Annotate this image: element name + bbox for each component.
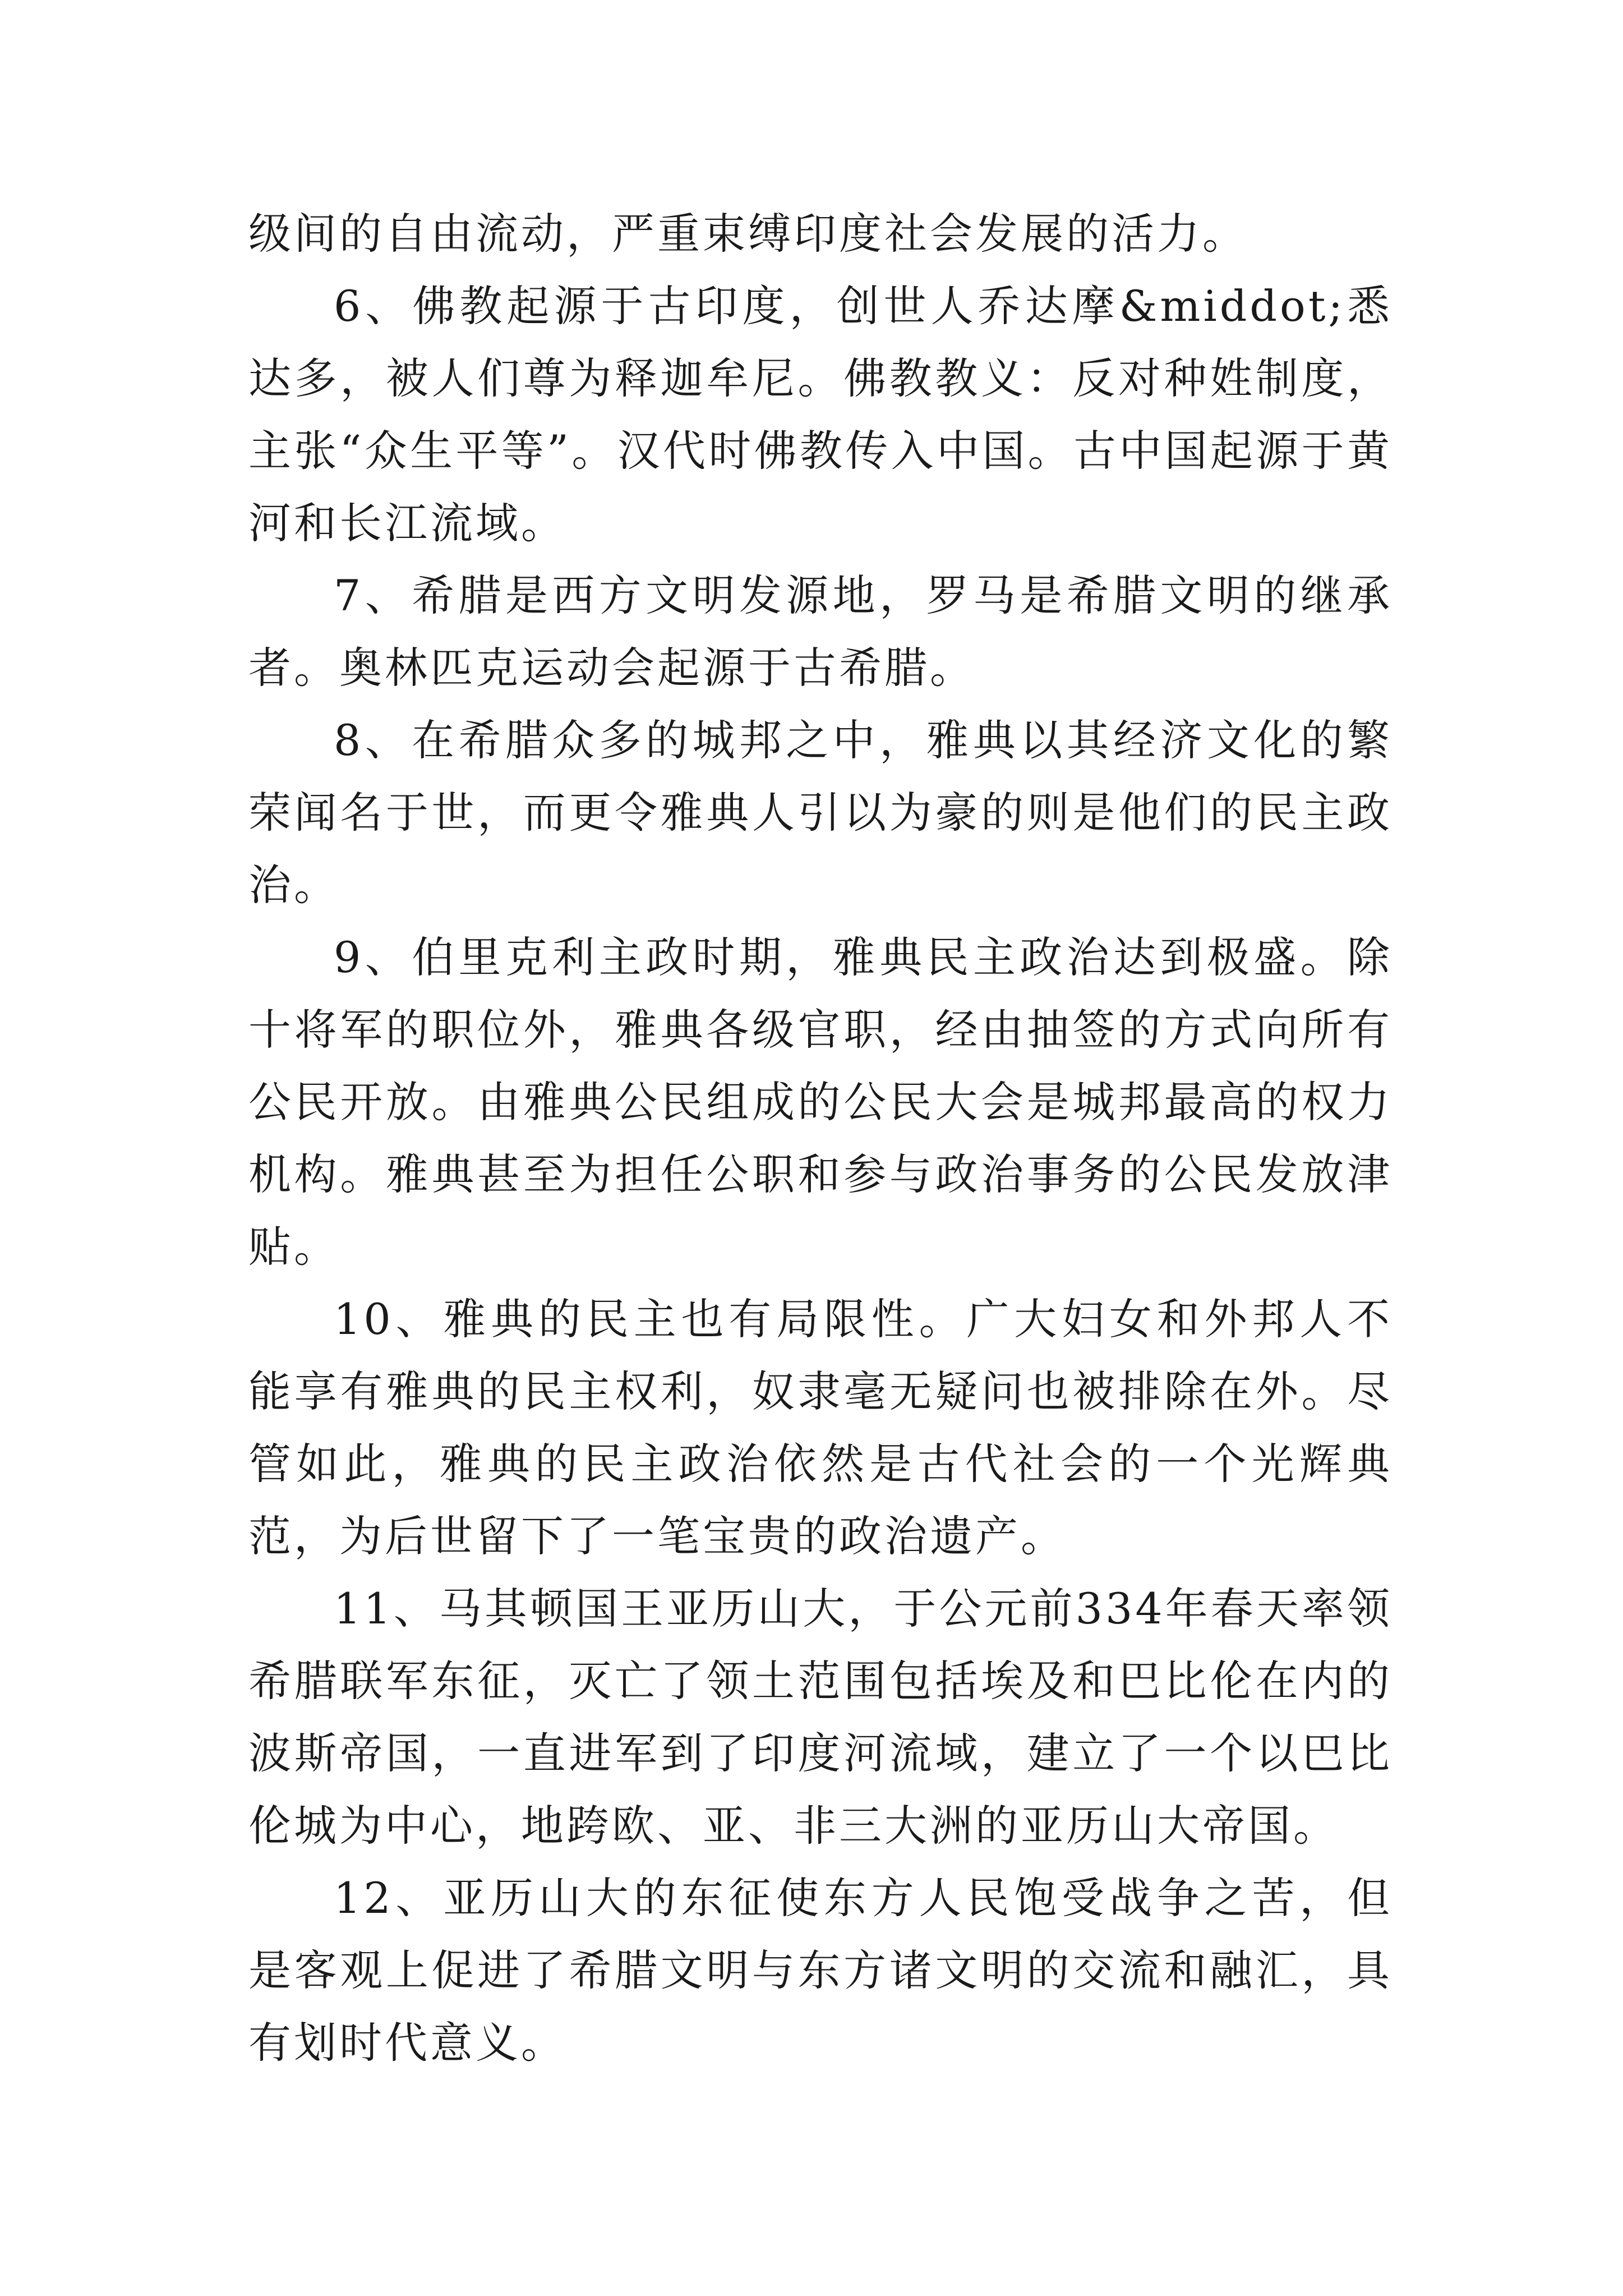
paragraph-12-eastern-expedition: 12、亚历山大的东征使东方人民饱受战争之苦，但是客观上促进了希腊文明与东方诸文明的交流和融汇，具有划时代意义。 — [248, 1873, 1393, 2068]
paragraph-7-greece: 7、希腊是西方文明发源地，罗马是希腊文明的继承者。奥林匹克运动会起源于古希腊。 — [248, 570, 1393, 693]
paragraph-continuation: 级间的自由流动，严重束缚印度社会发展的活力。 — [248, 209, 1248, 259]
paragraph-10-democracy-limits: 10、雅典的民主也有局限性。广大妇女和外邦人不能享有雅典的民主权利，奴隶毫无疑问也被排除在外。尽管如此，雅典的民主政治依然是古代社会的一个光辉典范，为后世留下了一笔宝贵的政治遗产。 — [248, 1294, 1393, 1561]
document-body — [248, 197, 1393, 2079]
paragraph-11-alexander: 11、马其顿国王亚历山大，于公元前334年春天率领希腊联军东征，灭亡了领土范围包括埃及和巴比伦在内的波斯帝国，一直进军到了印度河流域，建立了一个以巴比伦城为中心，地跨欧、亚、非三大洲的亚历山大帝国。 — [248, 1584, 1393, 1851]
paragraph-8-athens: 8、在希腊众多的城邦之中，雅典以其经济文化的繁荣闻名于世，而更令雅典人引以为豪的则是他们的民主政治。 — [248, 715, 1393, 910]
paragraph-6-buddhism: 6、佛教起源于古印度，创世人乔达摩&middot;悉达多，被人们尊为释迦牟尼。佛教教义：反对种姓制度，主张“众生平等”。汉代时佛教传入中国。古中国起源于黄河和长江流域。 — [248, 281, 1393, 548]
paragraph-9-pericles: 9、伯里克利主政时期，雅典民主政治达到极盛。除十将军的职位外，雅典各级官职，经由抽签的方式向所有公民开放。由雅典公民组成的公民大会是城邦最高的权力机构。雅典甚至为担任公职和参与政治事务的公民发放津贴。 — [248, 932, 1393, 1272]
